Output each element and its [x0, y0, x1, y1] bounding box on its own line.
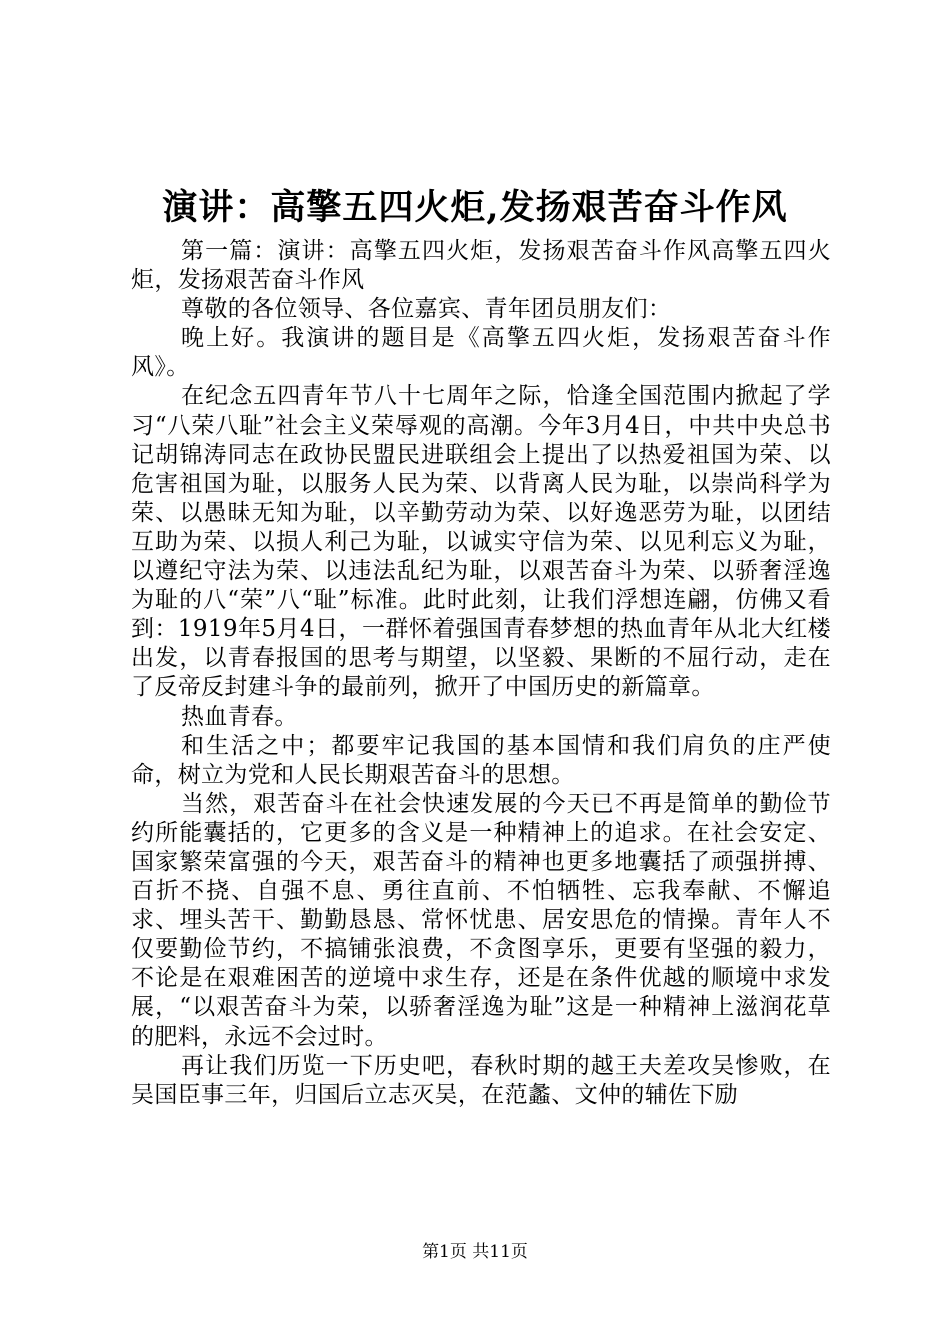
paragraph-salutation: 尊敬的各位领导、各位嘉宾、青年团员朋友们： [181, 296, 672, 323]
paragraph-short: 热血青春。 [181, 703, 298, 730]
paragraph-intro: 第一篇：演讲：高擎五四火炬，发扬艰苦奋斗作风高擎五四火炬，发扬艰苦奋斗作风 [131, 238, 831, 294]
document-body [131, 237, 831, 1110]
paragraph-mission: 和生活之中；都要牢记我国的基本国情和我们肩负的庄严使命，树立为党和人民长期艰苦奋斗的思想。 [131, 732, 831, 788]
page-footer: 第1页 共11页 [422, 1242, 528, 1262]
paragraph-greeting: 晚上好。我演讲的题目是《高擎五四火炬，发扬艰苦奋斗作风》。 [131, 325, 831, 381]
paragraph-main: 在纪念五四青年节八十七周年之际，恰逢全国范围内掀起了学习“八荣八耻”社会主义荣辱观的高潮。今年3月4日，中共中央总书记胡锦涛同志在政协民盟民进联组会上提出了以热爱祖国为荣、以危害祖国为耻，以服务人民为荣、以背离人民为耻，以崇尚科学为荣、以愚昧无知为耻，以辛勤劳动为荣、以好逸恶劳为耻，以团结互助为荣、以损人利己为耻，以诚实守信为荣、以见利忘义为耻，以遵纪守法为荣、以违法乱纪为耻，以艰苦奋斗为荣、以骄奢淫逸为耻的八“荣”八“耻”标准。此时此刻，让我们浮想连翩，仿佛又看到：1919年5月4日，一群怀着强国青春梦想的热血青年从北大红楼出发，以青春报国的思考与期望，以坚毅、果断的不屈行动，走在了反帝反封建斗争的最前列，掀开了中国历史的新篇章。 [131, 383, 831, 701]
document-title: 演讲：高擎五四火炬,发扬艰苦奋斗作风 [162, 187, 788, 228]
paragraph-history: 再让我们历览一下历史吧，春秋时期的越王夫差攻吴惨败，在吴国臣事三年，归国后立志灭吴，在范蠡、文仲的辅佐下励 [131, 1052, 831, 1108]
paragraph-spirit: 当然，艰苦奋斗在社会快速发展的今天已不再是简单的勤俭节约所能囊括的，它更多的含义是一种精神上的追求。在社会安定、国家繁荣富强的今天，艰苦奋斗的精神也更多地囊括了顽强拼搏、百折不挠、自强不息、勇往直前、不怕牺牲、忘我奉献、不懈追求、埋头苦干、勤勤恳恳、常怀忧患、居安思危的情操。青年人不仅要勤俭节约，不搞铺张浪费，不贪图享乐，更要有坚强的毅力，不论是在艰难困苦的逆境中求生存，还是在条件优越的顺境中求发展，“以艰苦奋斗为荣，以骄奢淫逸为耻”这是一种精神上滋润花草的肥料，永远不会过时。 [131, 790, 831, 1050]
